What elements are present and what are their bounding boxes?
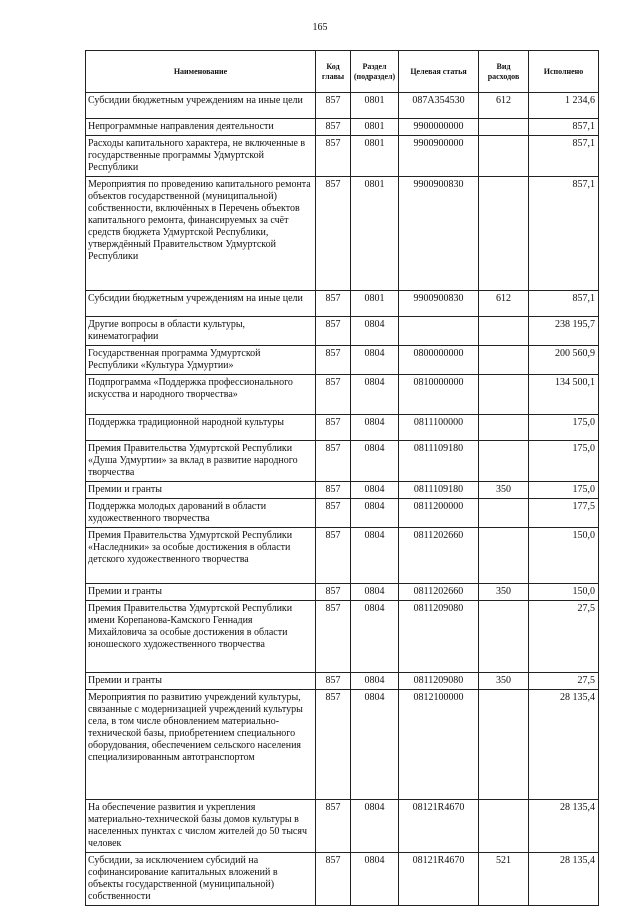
cell-code: 857 bbox=[316, 673, 351, 690]
cell-target: 0811109180 bbox=[399, 441, 479, 482]
cell-target: 9900900000 bbox=[399, 136, 479, 177]
cell-amount: 28 135,4 bbox=[529, 690, 599, 800]
table-row bbox=[86, 528, 599, 584]
table-row bbox=[86, 690, 599, 800]
cell-code: 857 bbox=[316, 690, 351, 800]
cell-amount: 857,1 bbox=[529, 136, 599, 177]
cell-section: 0801 bbox=[351, 136, 399, 177]
cell-amount: 150,0 bbox=[529, 528, 599, 584]
cell-type: 521 bbox=[479, 853, 529, 906]
cell-name: Непрограммные направления деятельности bbox=[86, 119, 316, 136]
table-row bbox=[86, 375, 599, 415]
cell-section: 0804 bbox=[351, 690, 399, 800]
table-row bbox=[86, 119, 599, 136]
cell-target: 0812100000 bbox=[399, 690, 479, 800]
budget-table bbox=[85, 50, 599, 906]
cell-code: 857 bbox=[316, 800, 351, 853]
cell-amount: 28 135,4 bbox=[529, 853, 599, 906]
cell-code: 857 bbox=[316, 317, 351, 346]
cell-amount: 200 560,9 bbox=[529, 346, 599, 375]
cell-code: 857 bbox=[316, 291, 351, 317]
cell-type bbox=[479, 346, 529, 375]
table-row bbox=[86, 853, 599, 906]
cell-section: 0804 bbox=[351, 853, 399, 906]
cell-target: 9900000000 bbox=[399, 119, 479, 136]
cell-name: Премии и гранты bbox=[86, 482, 316, 499]
cell-type: 350 bbox=[479, 482, 529, 499]
cell-name: Поддержка традиционной народной культуры bbox=[86, 415, 316, 441]
cell-code: 857 bbox=[316, 441, 351, 482]
cell-amount: 857,1 bbox=[529, 177, 599, 291]
cell-name: Премии и гранты bbox=[86, 673, 316, 690]
header-section: Раздел (подраздел) bbox=[351, 51, 399, 93]
cell-section: 0804 bbox=[351, 673, 399, 690]
cell-code: 857 bbox=[316, 375, 351, 415]
cell-name: Премия Правительства Удмуртской Республики «Наследники» за особые достижения в области детского художественного творчества bbox=[86, 528, 316, 584]
header-amount: Исполнено bbox=[529, 51, 599, 93]
cell-code: 857 bbox=[316, 528, 351, 584]
cell-code: 857 bbox=[316, 136, 351, 177]
cell-target bbox=[399, 317, 479, 346]
cell-target: 0811202660 bbox=[399, 584, 479, 601]
cell-target: 0810000000 bbox=[399, 375, 479, 415]
cell-type bbox=[479, 177, 529, 291]
header-name: Наименование bbox=[86, 51, 316, 93]
table-row bbox=[86, 136, 599, 177]
cell-type bbox=[479, 119, 529, 136]
cell-section: 0804 bbox=[351, 584, 399, 601]
cell-type bbox=[479, 800, 529, 853]
cell-name: Субсидии бюджетным учреждениям на иные цели bbox=[86, 93, 316, 119]
cell-name: Премия Правительства Удмуртской Республики имени Корепанова-Камского Геннадия Михайловича за особые достижения в области юношеского художественного творчества bbox=[86, 601, 316, 673]
cell-section: 0804 bbox=[351, 317, 399, 346]
table-row bbox=[86, 93, 599, 119]
cell-section: 0804 bbox=[351, 482, 399, 499]
cell-code: 857 bbox=[316, 499, 351, 528]
cell-target: 9900900830 bbox=[399, 291, 479, 317]
table-row bbox=[86, 177, 599, 291]
cell-section: 0804 bbox=[351, 415, 399, 441]
header-row bbox=[86, 51, 599, 93]
cell-name: Расходы капитального характера, не включенные в государственные программы Удмуртской Республики bbox=[86, 136, 316, 177]
cell-amount: 175,0 bbox=[529, 415, 599, 441]
cell-section: 0801 bbox=[351, 119, 399, 136]
cell-section: 0801 bbox=[351, 93, 399, 119]
cell-section: 0804 bbox=[351, 528, 399, 584]
cell-section: 0804 bbox=[351, 499, 399, 528]
cell-type bbox=[479, 441, 529, 482]
cell-section: 0804 bbox=[351, 800, 399, 853]
cell-name: Другие вопросы в области культуры, кинематографии bbox=[86, 317, 316, 346]
cell-amount: 27,5 bbox=[529, 673, 599, 690]
cell-code: 857 bbox=[316, 482, 351, 499]
cell-code: 857 bbox=[316, 93, 351, 119]
page-number: 165 bbox=[312, 22, 328, 33]
cell-type bbox=[479, 317, 529, 346]
cell-type: 612 bbox=[479, 93, 529, 119]
header-code: Код главы bbox=[316, 51, 351, 93]
cell-code: 857 bbox=[316, 177, 351, 291]
cell-name: Мероприятия по проведению капитального ремонта объектов государственной (муниципальной) собственности, включённых в Перечень объектов капитального ремонта, финансируемых за счёт средств бюджета Удмуртской Республики, утверждённый Правительством Удмуртской Республики bbox=[86, 177, 316, 291]
cell-amount: 175,0 bbox=[529, 482, 599, 499]
table-row bbox=[86, 601, 599, 673]
cell-type bbox=[479, 690, 529, 800]
cell-amount: 857,1 bbox=[529, 119, 599, 136]
cell-target: 08121R4670 bbox=[399, 853, 479, 906]
cell-target: 0811209080 bbox=[399, 673, 479, 690]
cell-name: Премия Правительства Удмуртской Республики «Душа Удмуртии» за вклад в развитие народного творчества bbox=[86, 441, 316, 482]
cell-code: 857 bbox=[316, 584, 351, 601]
cell-type bbox=[479, 499, 529, 528]
cell-name: Поддержка молодых дарований в области художественного творчества bbox=[86, 499, 316, 528]
cell-section: 0801 bbox=[351, 177, 399, 291]
cell-target: 9900900830 bbox=[399, 177, 479, 291]
cell-code: 857 bbox=[316, 346, 351, 375]
table-row bbox=[86, 415, 599, 441]
cell-name: Субсидии, за исключением субсидий на софинансирование капитальных вложений в объекты государственной (муниципальной) собственности bbox=[86, 853, 316, 906]
cell-code: 857 bbox=[316, 119, 351, 136]
cell-target: 0811100000 bbox=[399, 415, 479, 441]
cell-amount: 28 135,4 bbox=[529, 800, 599, 853]
cell-amount: 238 195,7 bbox=[529, 317, 599, 346]
cell-name: Субсидии бюджетным учреждениям на иные цели bbox=[86, 291, 316, 317]
cell-amount: 150,0 bbox=[529, 584, 599, 601]
table-row bbox=[86, 346, 599, 375]
cell-amount: 134 500,1 bbox=[529, 375, 599, 415]
cell-code: 857 bbox=[316, 415, 351, 441]
cell-section: 0804 bbox=[351, 375, 399, 415]
cell-target: 08121R4670 bbox=[399, 800, 479, 853]
table-row bbox=[86, 499, 599, 528]
cell-type: 350 bbox=[479, 584, 529, 601]
cell-name: На обеспечение развития и укрепления материально-технической базы домов культуры в населенных пунктах с числом жителей до 50 тысяч человек bbox=[86, 800, 316, 853]
cell-name: Премии и гранты bbox=[86, 584, 316, 601]
table-row bbox=[86, 482, 599, 499]
table-row bbox=[86, 317, 599, 346]
cell-type bbox=[479, 375, 529, 415]
cell-amount: 857,1 bbox=[529, 291, 599, 317]
cell-section: 0804 bbox=[351, 441, 399, 482]
cell-amount: 175,0 bbox=[529, 441, 599, 482]
cell-section: 0804 bbox=[351, 346, 399, 375]
cell-amount: 27,5 bbox=[529, 601, 599, 673]
table-row bbox=[86, 800, 599, 853]
cell-type bbox=[479, 528, 529, 584]
cell-target: 0811109180 bbox=[399, 482, 479, 499]
cell-target: 0811200000 bbox=[399, 499, 479, 528]
table-row bbox=[86, 441, 599, 482]
cell-target: 0800000000 bbox=[399, 346, 479, 375]
header-type: Вид расходов bbox=[479, 51, 529, 93]
table-row bbox=[86, 673, 599, 690]
cell-type bbox=[479, 136, 529, 177]
cell-amount: 177,5 bbox=[529, 499, 599, 528]
table-row bbox=[86, 584, 599, 601]
cell-target: 0811209080 bbox=[399, 601, 479, 673]
cell-target: 0811202660 bbox=[399, 528, 479, 584]
cell-type bbox=[479, 415, 529, 441]
cell-type: 612 bbox=[479, 291, 529, 317]
cell-name: Мероприятия по развитию учреждений культуры, связанные с модернизацией учреждений культуры села, в том числе обновлением материально-технической базы, приобретением специального оборудования, обеспечением сельского населения специализированным автотранспортом bbox=[86, 690, 316, 800]
cell-type: 350 bbox=[479, 673, 529, 690]
cell-code: 857 bbox=[316, 601, 351, 673]
cell-type bbox=[479, 601, 529, 673]
cell-section: 0804 bbox=[351, 601, 399, 673]
table-row bbox=[86, 291, 599, 317]
cell-target: 087А354530 bbox=[399, 93, 479, 119]
header-target: Целевая статья bbox=[399, 51, 479, 93]
cell-name: Подпрограмма «Поддержка профессионального искусства и народного творчества» bbox=[86, 375, 316, 415]
cell-code: 857 bbox=[316, 853, 351, 906]
cell-section: 0801 bbox=[351, 291, 399, 317]
cell-amount: 1 234,6 bbox=[529, 93, 599, 119]
cell-name: Государственная программа Удмуртской Республики «Культура Удмуртии» bbox=[86, 346, 316, 375]
